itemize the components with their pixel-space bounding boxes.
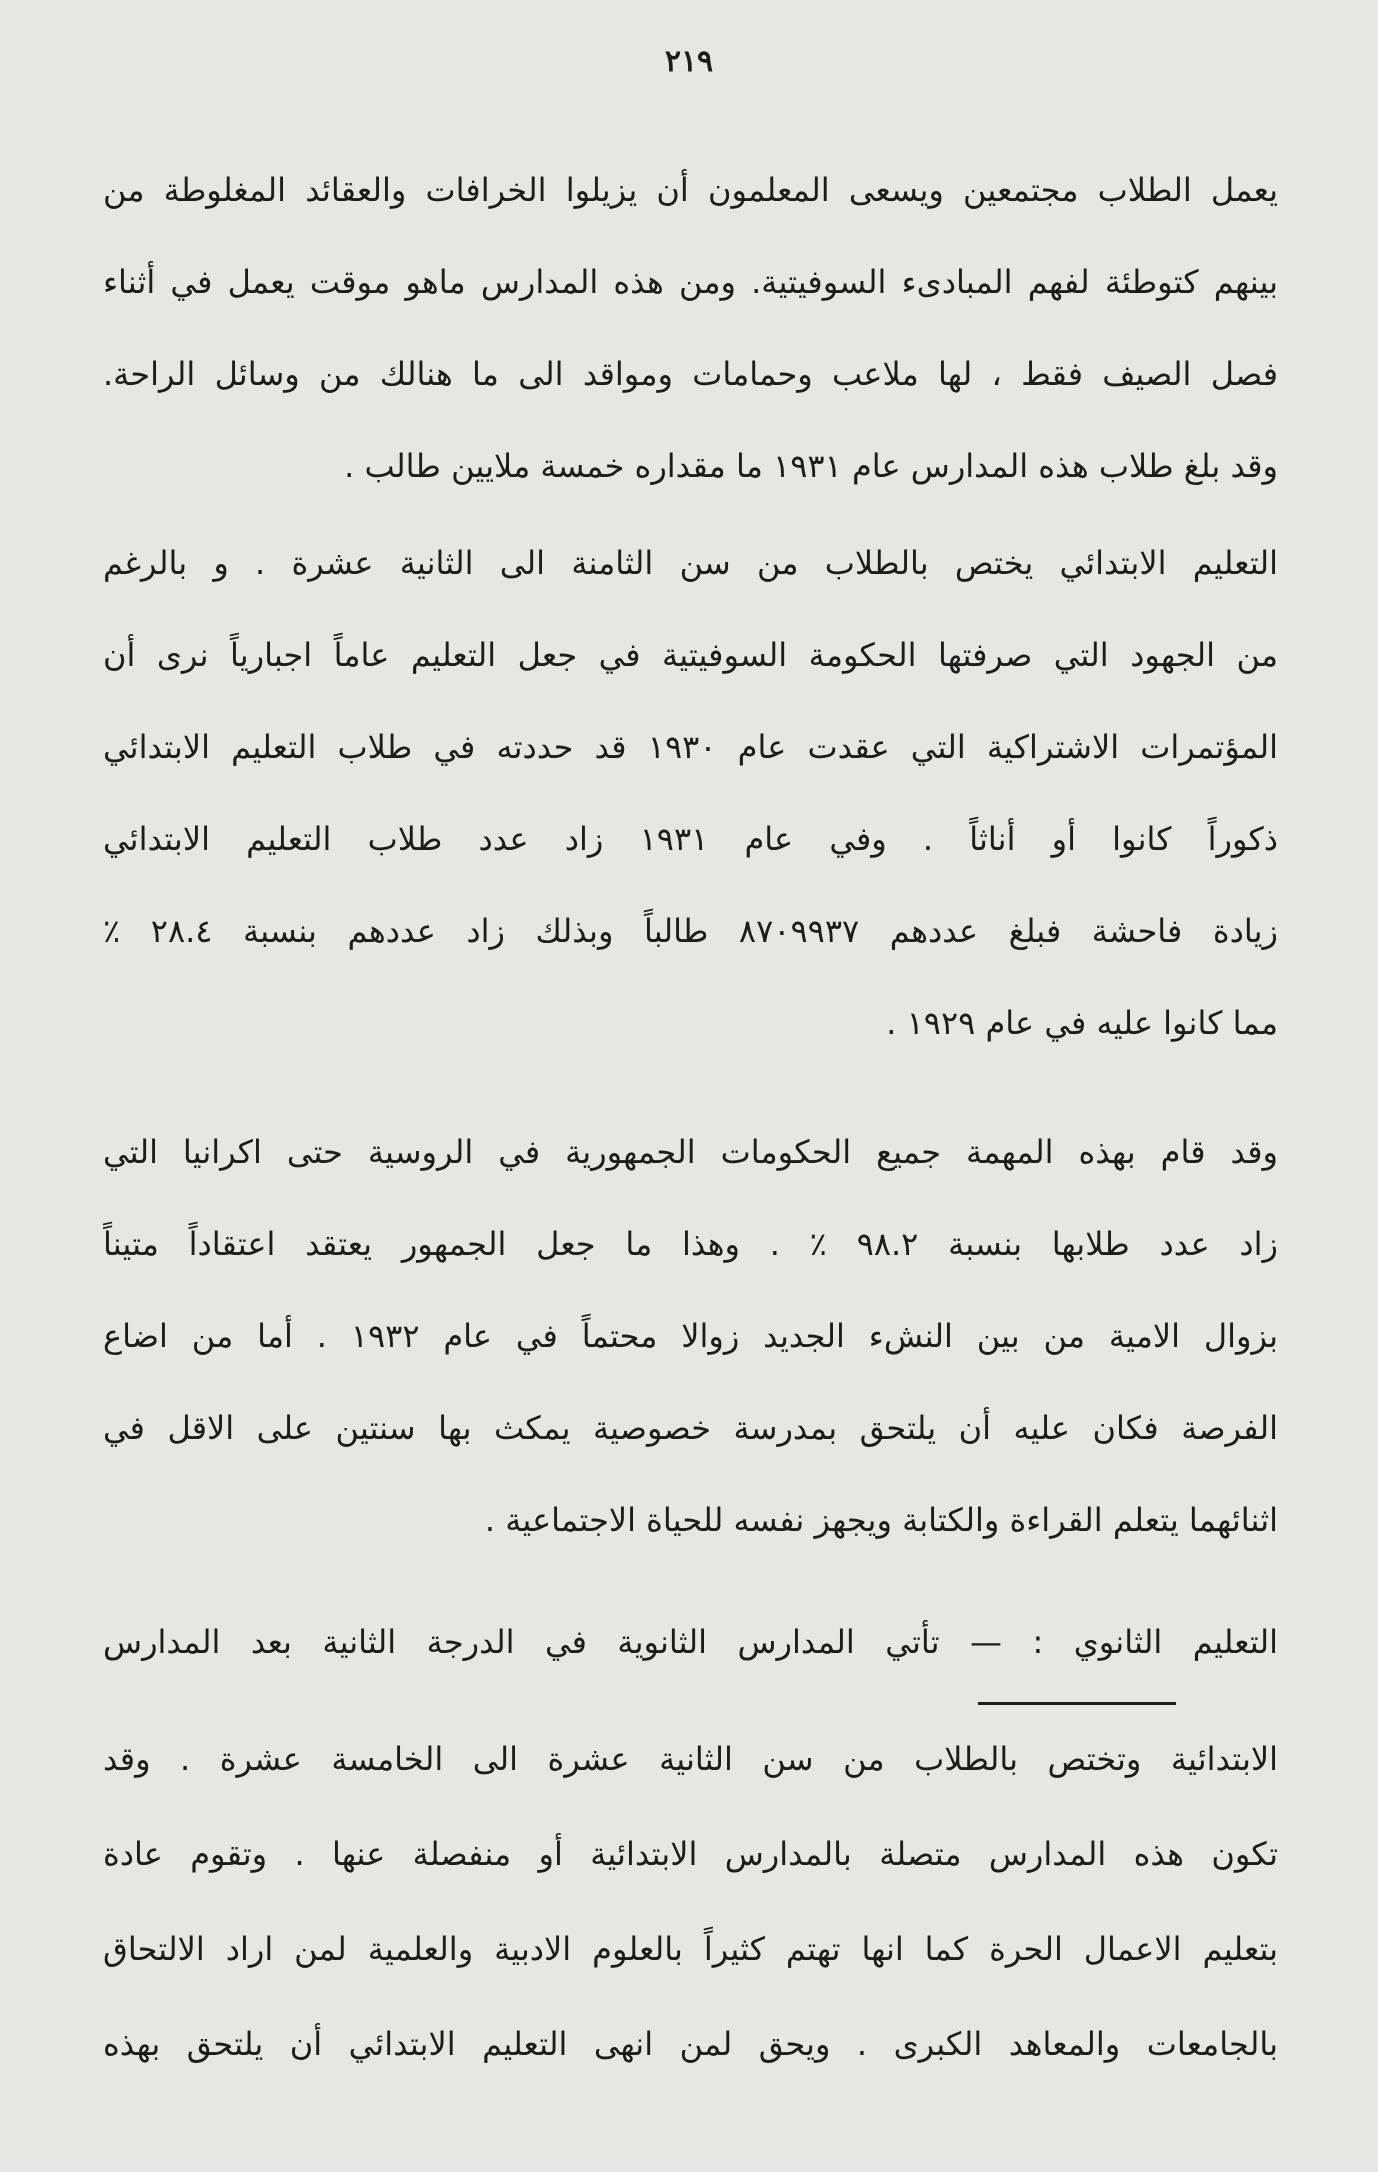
text-line: بالجامعات والمعاهد الكبرى . ويحق لمن انهى التعليم الابتدائي أن يلتحق بهذه bbox=[103, 2025, 1278, 2063]
text-line: وقد قام بهذه المهمة جميع الحكومات الجمهورية في الروسية حتى اكرانيا التي bbox=[103, 1133, 1278, 1171]
text-line: بتعليم الاعمال الحرة كما انها تهتم كثيراً بالعلوم الادبية والعلمية لمن اراد الالتحاق bbox=[103, 1930, 1278, 1968]
text-line: الفرصة فكان عليه أن يلتحق بمدرسة خصوصية يمكث بها سنتين على الاقل في bbox=[103, 1409, 1278, 1447]
text-line: يعمل الطلاب مجتمعين ويسعى المعلمون أن يزيلوا الخرافات والعقائد المغلوطة من bbox=[103, 171, 1278, 209]
text-line: من الجهود التي صرفتها الحكومة السوفيتية في جعل التعليم عاماً اجبارياً نرى أن bbox=[103, 636, 1278, 674]
text-line: المؤتمرات الاشتراكية التي عقدت عام ١٩٣٠ قد حددته في طلاب التعليم الابتدائي bbox=[103, 728, 1278, 766]
section-heading-line: التعليم الثانوي : — تأتي المدارس الثانوية في الدرجة الثانية بعد المدارس bbox=[103, 1623, 1278, 1661]
text-line: زاد عدد طلابها بنسبة ٩٨.٢ ٪ . وهذا ما جعل الجمهور يعتقد اعتقاداً متيناً bbox=[103, 1225, 1278, 1263]
text-line: وقد بلغ طلاب هذه المدارس عام ١٩٣١ ما مقداره خمسة ملايين طالب . bbox=[344, 447, 1278, 485]
text-line: بزوال الامية من بين النشء الجديد زوالا محتماً في عام ١٩٣٢ . أما من اضاع bbox=[103, 1317, 1278, 1355]
text-line: زيادة فاحشة فبلغ عددهم ٨٧٠٩٩٣٧ طالباً وبذلك زاد عددهم بنسبة ٢٨.٤ ٪ bbox=[103, 912, 1278, 950]
text-line: الابتدائية وتختص بالطلاب من سن الثانية عشرة الى الخامسة عشرة . وقد bbox=[103, 1740, 1278, 1778]
text-line: التعليم الابتدائي يختص بالطلاب من سن الثامنة الى الثانية عشرة . و بالرغم bbox=[103, 544, 1278, 582]
text-line: مما كانوا عليه في عام ١٩٢٩ . bbox=[886, 1004, 1278, 1042]
text-line: ذكوراً كانوا أو أناثاً . وفي عام ١٩٣١ زاد عدد طلاب التعليم الابتدائي bbox=[103, 820, 1278, 858]
text-line: تكون هذه المدارس متصلة بالمدارس الابتدائية أو منفصلة عنها . وتقوم عادة bbox=[103, 1835, 1278, 1873]
page-number: ٢١٩ bbox=[664, 44, 714, 79]
text-line: فصل الصيف فقط ، لها ملاعب وحمامات ومواقد الى ما هنالك من وسائل الراحة. bbox=[103, 355, 1278, 393]
text-line: اثنائهما يتعلم القراءة والكتابة ويجهز نفسه للحياة الاجتماعية . bbox=[484, 1501, 1278, 1539]
text-line: بينهم كتوطئة لفهم المبادىء السوفيتية. ومن هذه المدارس ماهو موقت يعمل في أثناء bbox=[103, 263, 1278, 301]
heading-underline bbox=[978, 1702, 1176, 1705]
